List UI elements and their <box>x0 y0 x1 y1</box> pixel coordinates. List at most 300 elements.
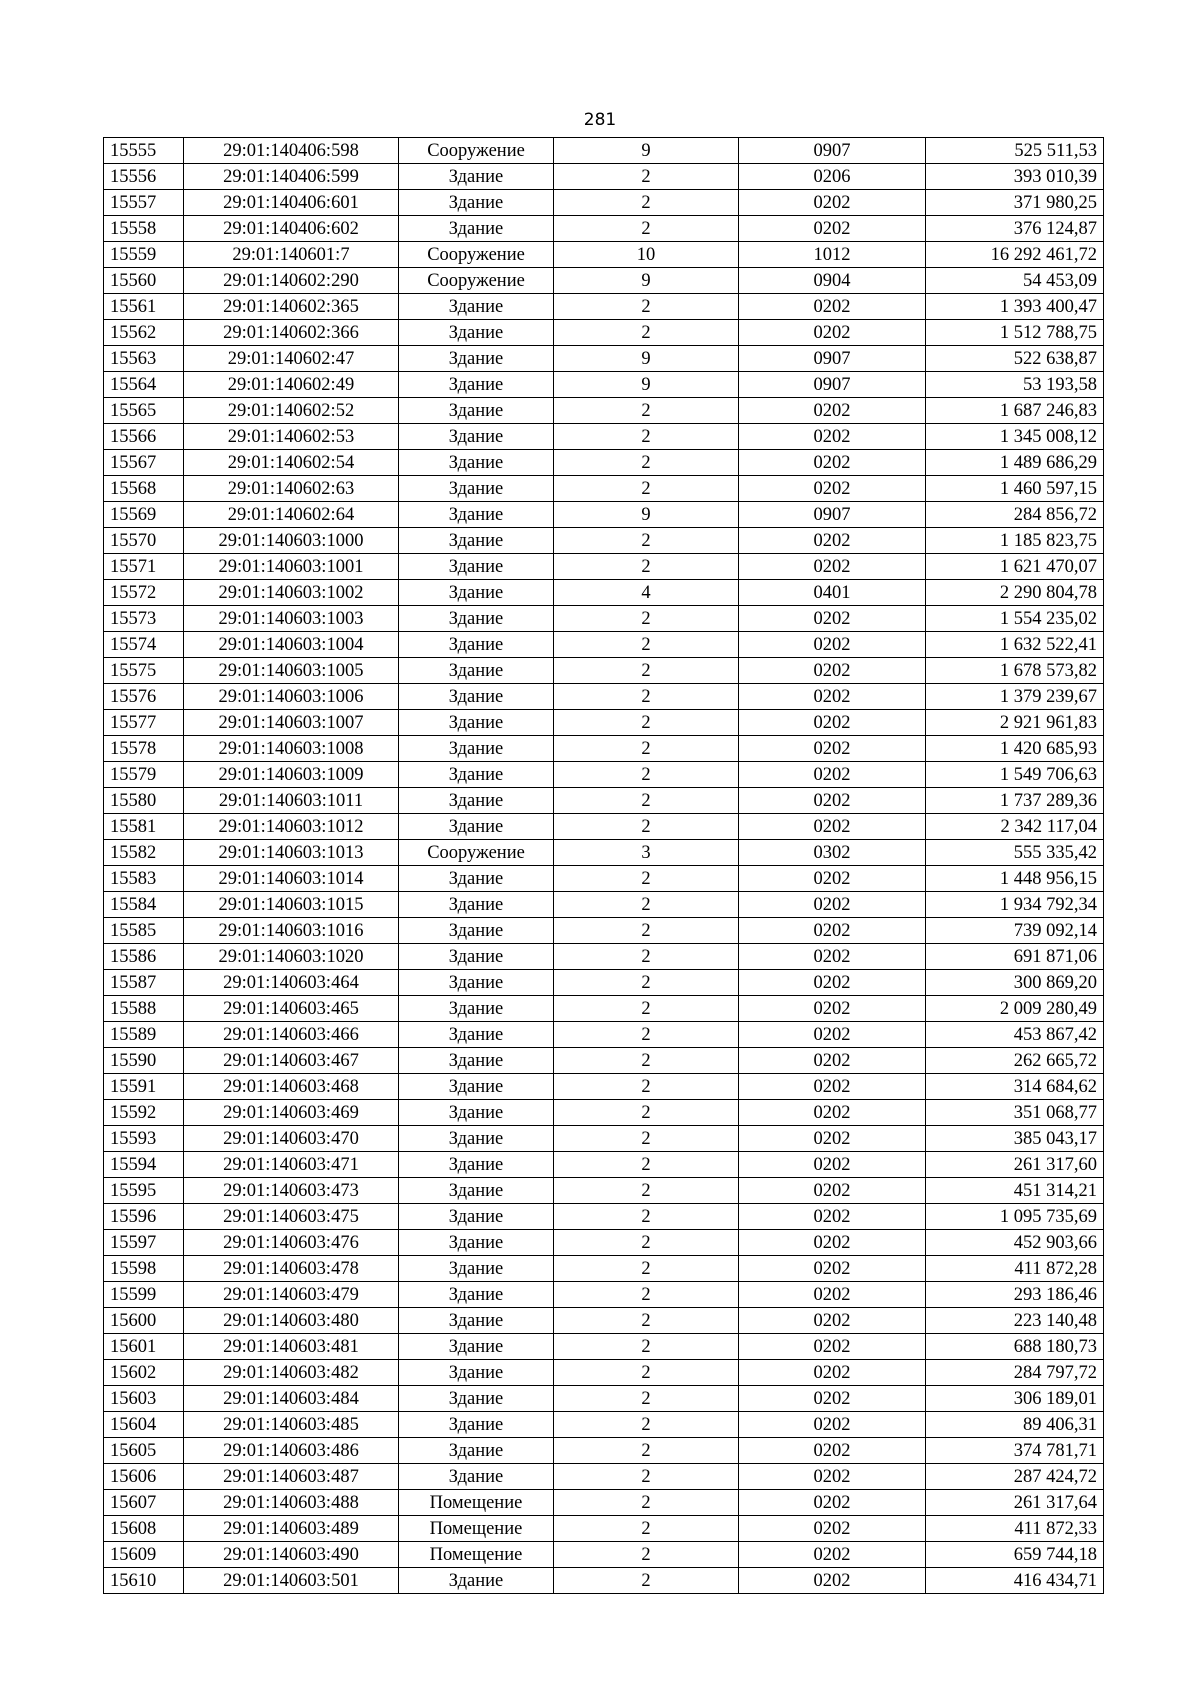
cadastral-value-cell: 393 010,39 <box>926 164 1104 190</box>
cadastral-number-cell: 29:01:140603:485 <box>184 1412 399 1438</box>
table-row <box>104 1438 1104 1464</box>
code-cell: 0202 <box>739 216 926 242</box>
object-type-cell: Здание <box>399 1126 554 1152</box>
table-row <box>104 710 1104 736</box>
table-row <box>104 1100 1104 1126</box>
table-row <box>104 242 1104 268</box>
group-cell: 2 <box>554 190 739 216</box>
object-type-cell: Здание <box>399 1282 554 1308</box>
table-row <box>104 762 1104 788</box>
cadastral-value-cell: 306 189,01 <box>926 1386 1104 1412</box>
code-cell: 0302 <box>739 840 926 866</box>
row-number-cell: 15570 <box>104 528 184 554</box>
group-cell: 2 <box>554 944 739 970</box>
row-number-cell: 15588 <box>104 996 184 1022</box>
group-cell: 2 <box>554 164 739 190</box>
row-number-cell: 15603 <box>104 1386 184 1412</box>
table-row <box>104 1490 1104 1516</box>
object-type-cell: Здание <box>399 606 554 632</box>
row-number-cell: 15594 <box>104 1152 184 1178</box>
code-cell: 0202 <box>739 1516 926 1542</box>
table-row <box>104 866 1104 892</box>
cadastral-value-cell: 1 448 956,15 <box>926 866 1104 892</box>
row-number-cell: 15578 <box>104 736 184 762</box>
cadastral-number-cell: 29:01:140601:7 <box>184 242 399 268</box>
code-cell: 0202 <box>739 424 926 450</box>
group-cell: 2 <box>554 1126 739 1152</box>
row-number-cell: 15559 <box>104 242 184 268</box>
cadastral-number-cell: 29:01:140603:466 <box>184 1022 399 1048</box>
table-row <box>104 1308 1104 1334</box>
row-number-cell: 15564 <box>104 372 184 398</box>
cadastral-value-cell: 1 393 400,47 <box>926 294 1104 320</box>
group-cell: 2 <box>554 1178 739 1204</box>
row-number-cell: 15589 <box>104 1022 184 1048</box>
cadastral-number-cell: 29:01:140602:365 <box>184 294 399 320</box>
object-type-cell: Здание <box>399 762 554 788</box>
group-cell: 2 <box>554 1386 739 1412</box>
object-type-cell: Здание <box>399 424 554 450</box>
group-cell: 2 <box>554 892 739 918</box>
cadastral-value-cell: 411 872,28 <box>926 1256 1104 1282</box>
cadastral-value-cell: 1 687 246,83 <box>926 398 1104 424</box>
code-cell: 0202 <box>739 632 926 658</box>
code-cell: 0202 <box>739 736 926 762</box>
cadastral-number-cell: 29:01:140603:476 <box>184 1230 399 1256</box>
row-number-cell: 15569 <box>104 502 184 528</box>
row-number-cell: 15556 <box>104 164 184 190</box>
row-number-cell: 15592 <box>104 1100 184 1126</box>
object-type-cell: Здание <box>399 1386 554 1412</box>
object-type-cell: Помещение <box>399 1516 554 1542</box>
cadastral-number-cell: 29:01:140603:1008 <box>184 736 399 762</box>
cadastral-value-cell: 300 869,20 <box>926 970 1104 996</box>
group-cell: 9 <box>554 268 739 294</box>
code-cell: 0401 <box>739 580 926 606</box>
object-type-cell: Здание <box>399 580 554 606</box>
group-cell: 2 <box>554 1568 739 1594</box>
group-cell: 2 <box>554 1360 739 1386</box>
table-row <box>104 632 1104 658</box>
cadastral-number-cell: 29:01:140602:366 <box>184 320 399 346</box>
object-type-cell: Здание <box>399 346 554 372</box>
table-row <box>104 1334 1104 1360</box>
table-row <box>104 1464 1104 1490</box>
table-row <box>104 1048 1104 1074</box>
cadastral-value-cell: 261 317,64 <box>926 1490 1104 1516</box>
row-number-cell: 15561 <box>104 294 184 320</box>
row-number-cell: 15566 <box>104 424 184 450</box>
code-cell: 0202 <box>739 866 926 892</box>
object-type-cell: Здание <box>399 1022 554 1048</box>
group-cell: 3 <box>554 840 739 866</box>
group-cell: 10 <box>554 242 739 268</box>
cadastral-value-cell: 411 872,33 <box>926 1516 1104 1542</box>
table-row <box>104 580 1104 606</box>
object-type-cell: Здание <box>399 1334 554 1360</box>
group-cell: 2 <box>554 528 739 554</box>
cadastral-value-cell: 376 124,87 <box>926 216 1104 242</box>
row-number-cell: 15563 <box>104 346 184 372</box>
table-row <box>104 736 1104 762</box>
object-type-cell: Сооружение <box>399 138 554 164</box>
object-type-cell: Здание <box>399 1074 554 1100</box>
table-row <box>104 1230 1104 1256</box>
code-cell: 0907 <box>739 138 926 164</box>
code-cell: 0202 <box>739 528 926 554</box>
object-type-cell: Здание <box>399 1152 554 1178</box>
cadastral-value-cell: 223 140,48 <box>926 1308 1104 1334</box>
object-type-cell: Здание <box>399 1438 554 1464</box>
table-row <box>104 554 1104 580</box>
cadastral-number-cell: 29:01:140603:1016 <box>184 918 399 944</box>
row-number-cell: 15585 <box>104 918 184 944</box>
code-cell: 0202 <box>739 1542 926 1568</box>
object-type-cell: Здание <box>399 632 554 658</box>
cadastral-value-cell: 1 678 573,82 <box>926 658 1104 684</box>
row-number-cell: 15587 <box>104 970 184 996</box>
object-type-cell: Здание <box>399 320 554 346</box>
object-type-cell: Здание <box>399 658 554 684</box>
cadastral-value-cell: 314 684,62 <box>926 1074 1104 1100</box>
group-cell: 2 <box>554 814 739 840</box>
cadastral-value-cell: 1 185 823,75 <box>926 528 1104 554</box>
cadastral-number-cell: 29:01:140603:1003 <box>184 606 399 632</box>
cadastral-value-cell: 1 379 239,67 <box>926 684 1104 710</box>
table-row <box>104 996 1104 1022</box>
table-row <box>104 1282 1104 1308</box>
object-type-cell: Здание <box>399 1360 554 1386</box>
object-type-cell: Здание <box>399 1100 554 1126</box>
cadastral-value-cell: 293 186,46 <box>926 1282 1104 1308</box>
row-number-cell: 15568 <box>104 476 184 502</box>
object-type-cell: Здание <box>399 918 554 944</box>
cadastral-number-cell: 29:01:140603:1000 <box>184 528 399 554</box>
object-type-cell: Здание <box>399 372 554 398</box>
table-row <box>104 892 1104 918</box>
cadastral-number-cell: 29:01:140603:1011 <box>184 788 399 814</box>
cadastral-number-cell: 29:01:140603:1009 <box>184 762 399 788</box>
table-row <box>104 970 1104 996</box>
table-row <box>104 216 1104 242</box>
row-number-cell: 15591 <box>104 1074 184 1100</box>
cadastral-number-cell: 29:01:140603:475 <box>184 1204 399 1230</box>
row-number-cell: 15571 <box>104 554 184 580</box>
table-row <box>104 1256 1104 1282</box>
group-cell: 9 <box>554 372 739 398</box>
code-cell: 0202 <box>739 1490 926 1516</box>
cadastral-value-cell: 522 638,87 <box>926 346 1104 372</box>
registry-table-body <box>104 138 1104 1594</box>
cadastral-value-cell: 659 744,18 <box>926 1542 1104 1568</box>
code-cell: 0202 <box>739 1568 926 1594</box>
cadastral-value-cell: 1 934 792,34 <box>926 892 1104 918</box>
table-row <box>104 684 1104 710</box>
object-type-cell: Здание <box>399 892 554 918</box>
cadastral-number-cell: 29:01:140603:1020 <box>184 944 399 970</box>
code-cell: 0202 <box>739 658 926 684</box>
code-cell: 1012 <box>739 242 926 268</box>
table-row <box>104 814 1104 840</box>
row-number-cell: 15602 <box>104 1360 184 1386</box>
object-type-cell: Сооружение <box>399 242 554 268</box>
cadastral-number-cell: 29:01:140603:481 <box>184 1334 399 1360</box>
row-number-cell: 15572 <box>104 580 184 606</box>
cadastral-value-cell: 262 665,72 <box>926 1048 1104 1074</box>
table-row <box>104 1152 1104 1178</box>
table-row <box>104 840 1104 866</box>
row-number-cell: 15558 <box>104 216 184 242</box>
table-row <box>104 398 1104 424</box>
group-cell: 9 <box>554 502 739 528</box>
cadastral-number-cell: 29:01:140603:1004 <box>184 632 399 658</box>
row-number-cell: 15597 <box>104 1230 184 1256</box>
code-cell: 0202 <box>739 476 926 502</box>
row-number-cell: 15565 <box>104 398 184 424</box>
cadastral-number-cell: 29:01:140603:490 <box>184 1542 399 1568</box>
table-row <box>104 1022 1104 1048</box>
table-row <box>104 1386 1104 1412</box>
group-cell: 2 <box>554 658 739 684</box>
group-cell: 9 <box>554 138 739 164</box>
group-cell: 2 <box>554 1490 739 1516</box>
cadastral-number-cell: 29:01:140603:471 <box>184 1152 399 1178</box>
object-type-cell: Помещение <box>399 1490 554 1516</box>
code-cell: 0202 <box>739 788 926 814</box>
object-type-cell: Здание <box>399 1308 554 1334</box>
group-cell: 2 <box>554 216 739 242</box>
cadastral-number-cell: 29:01:140603:488 <box>184 1490 399 1516</box>
row-number-cell: 15598 <box>104 1256 184 1282</box>
cadastral-value-cell: 1 460 597,15 <box>926 476 1104 502</box>
cadastral-value-cell: 1 512 788,75 <box>926 320 1104 346</box>
row-number-cell: 15600 <box>104 1308 184 1334</box>
cadastral-value-cell: 54 453,09 <box>926 268 1104 294</box>
row-number-cell: 15599 <box>104 1282 184 1308</box>
group-cell: 2 <box>554 736 739 762</box>
code-cell: 0202 <box>739 554 926 580</box>
cadastral-value-cell: 2 921 961,83 <box>926 710 1104 736</box>
cadastral-value-cell: 452 903,66 <box>926 1230 1104 1256</box>
code-cell: 0907 <box>739 502 926 528</box>
row-number-cell: 15562 <box>104 320 184 346</box>
code-cell: 0202 <box>739 1048 926 1074</box>
cadastral-number-cell: 29:01:140603:1001 <box>184 554 399 580</box>
cadastral-value-cell: 688 180,73 <box>926 1334 1104 1360</box>
table-row <box>104 346 1104 372</box>
group-cell: 2 <box>554 1152 739 1178</box>
cadastral-number-cell: 29:01:140603:478 <box>184 1256 399 1282</box>
code-cell: 0202 <box>739 1360 926 1386</box>
table-row <box>104 788 1104 814</box>
table-row <box>104 1516 1104 1542</box>
group-cell: 2 <box>554 606 739 632</box>
group-cell: 2 <box>554 1230 739 1256</box>
row-number-cell: 15579 <box>104 762 184 788</box>
table-row <box>104 1126 1104 1152</box>
code-cell: 0202 <box>739 1022 926 1048</box>
object-type-cell: Здание <box>399 398 554 424</box>
row-number-cell: 15575 <box>104 658 184 684</box>
table-row <box>104 1412 1104 1438</box>
row-number-cell: 15586 <box>104 944 184 970</box>
table-row <box>104 1360 1104 1386</box>
object-type-cell: Здание <box>399 190 554 216</box>
code-cell: 0202 <box>739 1334 926 1360</box>
code-cell: 0202 <box>739 1230 926 1256</box>
cadastral-value-cell: 284 797,72 <box>926 1360 1104 1386</box>
row-number-cell: 15590 <box>104 1048 184 1074</box>
group-cell: 2 <box>554 970 739 996</box>
registry-table <box>103 137 1104 1594</box>
group-cell: 2 <box>554 788 739 814</box>
code-cell: 0202 <box>739 450 926 476</box>
page-number: 281 <box>583 110 617 130</box>
code-cell: 0202 <box>739 1438 926 1464</box>
cadastral-number-cell: 29:01:140603:1014 <box>184 866 399 892</box>
group-cell: 2 <box>554 866 739 892</box>
group-cell: 2 <box>554 398 739 424</box>
cadastral-number-cell: 29:01:140603:465 <box>184 996 399 1022</box>
cadastral-value-cell: 451 314,21 <box>926 1178 1104 1204</box>
group-cell: 2 <box>554 320 739 346</box>
cadastral-number-cell: 29:01:140603:473 <box>184 1178 399 1204</box>
cadastral-number-cell: 29:01:140602:52 <box>184 398 399 424</box>
object-type-cell: Здание <box>399 710 554 736</box>
cadastral-value-cell: 525 511,53 <box>926 138 1104 164</box>
group-cell: 2 <box>554 1308 739 1334</box>
row-number-cell: 15601 <box>104 1334 184 1360</box>
object-type-cell: Здание <box>399 814 554 840</box>
group-cell: 2 <box>554 684 739 710</box>
row-number-cell: 15581 <box>104 814 184 840</box>
object-type-cell: Здание <box>399 996 554 1022</box>
table-row <box>104 450 1104 476</box>
object-type-cell: Здание <box>399 528 554 554</box>
row-number-cell: 15582 <box>104 840 184 866</box>
table-row <box>104 138 1104 164</box>
cadastral-value-cell: 1 632 522,41 <box>926 632 1104 658</box>
code-cell: 0202 <box>739 606 926 632</box>
row-number-cell: 15576 <box>104 684 184 710</box>
cadastral-number-cell: 29:01:140603:470 <box>184 1126 399 1152</box>
table-row <box>104 658 1104 684</box>
row-number-cell: 15560 <box>104 268 184 294</box>
cadastral-number-cell: 29:01:140406:599 <box>184 164 399 190</box>
object-type-cell: Здание <box>399 866 554 892</box>
object-type-cell: Сооружение <box>399 840 554 866</box>
cadastral-number-cell: 29:01:140603:480 <box>184 1308 399 1334</box>
table-row <box>104 1204 1104 1230</box>
cadastral-value-cell: 53 193,58 <box>926 372 1104 398</box>
cadastral-value-cell: 1 489 686,29 <box>926 450 1104 476</box>
group-cell: 2 <box>554 1100 739 1126</box>
row-number-cell: 15607 <box>104 1490 184 1516</box>
code-cell: 0202 <box>739 918 926 944</box>
table-row <box>104 528 1104 554</box>
cadastral-number-cell: 29:01:140602:53 <box>184 424 399 450</box>
row-number-cell: 15593 <box>104 1126 184 1152</box>
cadastral-value-cell: 261 317,60 <box>926 1152 1104 1178</box>
group-cell: 2 <box>554 1022 739 1048</box>
object-type-cell: Здание <box>399 684 554 710</box>
group-cell: 2 <box>554 1204 739 1230</box>
cadastral-number-cell: 29:01:140406:602 <box>184 216 399 242</box>
cadastral-value-cell: 1 737 289,36 <box>926 788 1104 814</box>
code-cell: 0202 <box>739 190 926 216</box>
code-cell: 0202 <box>739 814 926 840</box>
group-cell: 2 <box>554 996 739 1022</box>
cadastral-value-cell: 1 345 008,12 <box>926 424 1104 450</box>
cadastral-number-cell: 29:01:140406:601 <box>184 190 399 216</box>
cadastral-number-cell: 29:01:140603:486 <box>184 1438 399 1464</box>
cadastral-value-cell: 1 549 706,63 <box>926 762 1104 788</box>
row-number-cell: 15596 <box>104 1204 184 1230</box>
object-type-cell: Здание <box>399 944 554 970</box>
table-row <box>104 190 1104 216</box>
object-type-cell: Сооружение <box>399 268 554 294</box>
row-number-cell: 15604 <box>104 1412 184 1438</box>
table-row <box>104 294 1104 320</box>
object-type-cell: Здание <box>399 1568 554 1594</box>
object-type-cell: Здание <box>399 736 554 762</box>
cadastral-number-cell: 29:01:140406:598 <box>184 138 399 164</box>
code-cell: 0202 <box>739 1308 926 1334</box>
object-type-cell: Здание <box>399 1048 554 1074</box>
row-number-cell: 15608 <box>104 1516 184 1542</box>
group-cell: 2 <box>554 450 739 476</box>
object-type-cell: Здание <box>399 554 554 580</box>
cadastral-value-cell: 1 095 735,69 <box>926 1204 1104 1230</box>
group-cell: 2 <box>554 1438 739 1464</box>
cadastral-number-cell: 29:01:140603:468 <box>184 1074 399 1100</box>
object-type-cell: Здание <box>399 216 554 242</box>
cadastral-number-cell: 29:01:140602:63 <box>184 476 399 502</box>
table-row <box>104 320 1104 346</box>
object-type-cell: Здание <box>399 1412 554 1438</box>
table-row <box>104 1542 1104 1568</box>
cadastral-value-cell: 284 856,72 <box>926 502 1104 528</box>
code-cell: 0202 <box>739 996 926 1022</box>
object-type-cell: Здание <box>399 164 554 190</box>
code-cell: 0202 <box>739 710 926 736</box>
group-cell: 2 <box>554 1464 739 1490</box>
code-cell: 0202 <box>739 320 926 346</box>
object-type-cell: Здание <box>399 476 554 502</box>
cadastral-value-cell: 385 043,17 <box>926 1126 1104 1152</box>
cadastral-number-cell: 29:01:140603:489 <box>184 1516 399 1542</box>
cadastral-number-cell: 29:01:140602:64 <box>184 502 399 528</box>
code-cell: 0202 <box>739 1152 926 1178</box>
code-cell: 0202 <box>739 398 926 424</box>
group-cell: 2 <box>554 1542 739 1568</box>
cadastral-value-cell: 1 621 470,07 <box>926 554 1104 580</box>
object-type-cell: Здание <box>399 1178 554 1204</box>
cadastral-number-cell: 29:01:140603:467 <box>184 1048 399 1074</box>
object-type-cell: Здание <box>399 450 554 476</box>
row-number-cell: 15583 <box>104 866 184 892</box>
cadastral-value-cell: 89 406,31 <box>926 1412 1104 1438</box>
cadastral-value-cell: 287 424,72 <box>926 1464 1104 1490</box>
cadastral-value-cell: 555 335,42 <box>926 840 1104 866</box>
code-cell: 0202 <box>739 892 926 918</box>
cadastral-number-cell: 29:01:140603:487 <box>184 1464 399 1490</box>
code-cell: 0907 <box>739 372 926 398</box>
group-cell: 4 <box>554 580 739 606</box>
group-cell: 2 <box>554 762 739 788</box>
cadastral-number-cell: 29:01:140603:469 <box>184 1100 399 1126</box>
table-row <box>104 476 1104 502</box>
